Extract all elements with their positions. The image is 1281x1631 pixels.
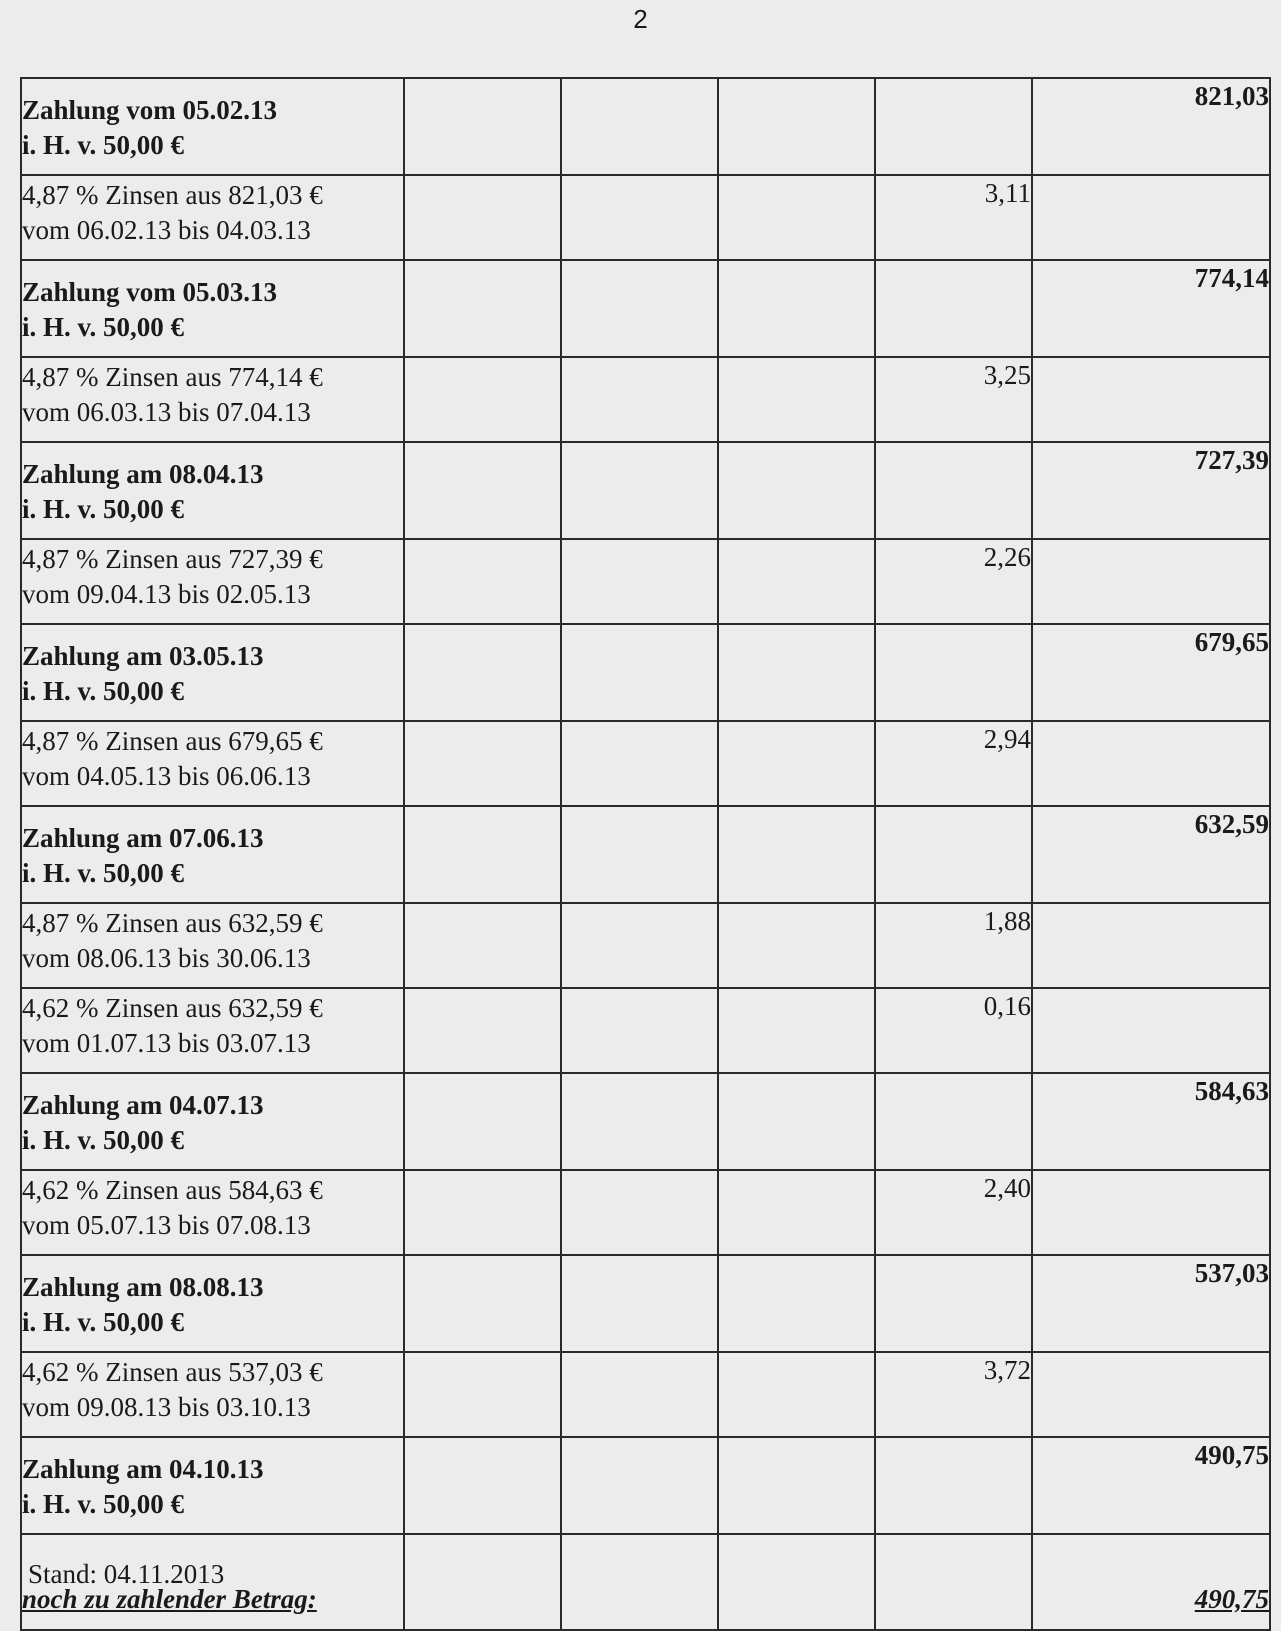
empty-cell xyxy=(561,1073,718,1170)
empty-cell xyxy=(404,1170,561,1255)
description-line1: 4,87 % Zinsen aus 632,59 € xyxy=(22,908,323,938)
balance-cell xyxy=(1032,903,1270,988)
interest-row xyxy=(21,988,1270,1073)
ledger-body xyxy=(21,78,1270,1630)
empty-cell xyxy=(875,1534,1032,1630)
empty-cell xyxy=(561,442,718,539)
payment-row xyxy=(21,1437,1270,1534)
description-cell xyxy=(21,1073,404,1170)
description-line1: Zahlung am 08.04.13 xyxy=(22,459,264,489)
description-line2: vom 08.06.13 bis 30.06.13 xyxy=(22,943,311,973)
balance-cell: 774,14 xyxy=(1032,260,1270,357)
description-line1: Zahlung am 07.06.13 xyxy=(22,823,264,853)
status-date: Stand: 04.11.2013 xyxy=(28,1559,225,1589)
payment-row xyxy=(21,1255,1270,1352)
description-line2: i. H. v. 50,00 € xyxy=(22,858,185,888)
interest-amount-cell xyxy=(875,442,1032,539)
empty-cell xyxy=(561,1255,718,1352)
empty-cell xyxy=(718,78,875,175)
description-cell xyxy=(21,721,404,806)
description-line1: 4,62 % Zinsen aus 584,63 € xyxy=(22,1175,323,1205)
empty-cell xyxy=(718,357,875,442)
empty-cell xyxy=(718,175,875,260)
description-cell xyxy=(21,260,404,357)
empty-cell xyxy=(404,903,561,988)
page-number: 2 xyxy=(633,4,648,34)
empty-cell xyxy=(404,260,561,357)
description-line1: 4,87 % Zinsen aus 821,03 € xyxy=(22,180,323,210)
interest-amount-cell xyxy=(875,1437,1032,1534)
balance-cell xyxy=(1032,721,1270,806)
interest-row xyxy=(21,903,1270,988)
interest-amount-cell: 1,88 xyxy=(875,903,1032,988)
interest-row xyxy=(21,175,1270,260)
empty-cell xyxy=(404,175,561,260)
description-line2: i. H. v. 50,00 € xyxy=(22,130,185,160)
description-line2: vom 09.04.13 bis 02.05.13 xyxy=(22,579,311,609)
empty-cell xyxy=(404,1534,561,1630)
interest-amount-cell xyxy=(875,806,1032,903)
empty-cell xyxy=(561,539,718,624)
description-cell xyxy=(21,903,404,988)
description-line1: 4,62 % Zinsen aus 632,59 € xyxy=(22,993,323,1023)
total-label: noch zu zahlender Betrag: xyxy=(21,1534,404,1630)
description-line1: 4,87 % Zinsen aus 774,14 € xyxy=(22,362,323,392)
empty-cell xyxy=(561,806,718,903)
balance-cell: 821,03 xyxy=(1032,78,1270,175)
empty-cell xyxy=(718,806,875,903)
empty-cell xyxy=(718,988,875,1073)
empty-cell xyxy=(718,539,875,624)
empty-cell xyxy=(561,78,718,175)
balance-cell: 679,65 xyxy=(1032,624,1270,721)
empty-cell xyxy=(404,806,561,903)
description-line1: Zahlung am 04.10.13 xyxy=(22,1454,264,1484)
payment-row xyxy=(21,442,1270,539)
description-line1: 4,62 % Zinsen aus 537,03 € xyxy=(22,1357,323,1387)
description-line2: vom 06.03.13 bis 07.04.13 xyxy=(22,397,311,427)
description-line1: Zahlung am 04.07.13 xyxy=(22,1090,264,1120)
interest-row xyxy=(21,539,1270,624)
description-line1: Zahlung vom 05.03.13 xyxy=(22,277,278,307)
description-cell xyxy=(21,1170,404,1255)
description-line2: vom 06.02.13 bis 04.03.13 xyxy=(22,215,311,245)
empty-cell xyxy=(718,624,875,721)
description-line2: vom 09.08.13 bis 03.10.13 xyxy=(22,1392,311,1422)
description-cell xyxy=(21,442,404,539)
description-cell xyxy=(21,988,404,1073)
empty-cell xyxy=(404,1073,561,1170)
payment-row xyxy=(21,1073,1270,1170)
interest-row xyxy=(21,1352,1270,1437)
description-cell xyxy=(21,78,404,175)
description-line2: vom 01.07.13 bis 03.07.13 xyxy=(22,1028,311,1058)
description-line2: i. H. v. 50,00 € xyxy=(22,676,185,706)
empty-cell xyxy=(561,903,718,988)
interest-amount-cell: 3,72 xyxy=(875,1352,1032,1437)
empty-cell xyxy=(718,1437,875,1534)
description-line2: vom 05.07.13 bis 07.08.13 xyxy=(22,1210,311,1240)
payment-row xyxy=(21,260,1270,357)
empty-cell xyxy=(404,442,561,539)
empty-cell xyxy=(561,260,718,357)
description-line2: i. H. v. 50,00 € xyxy=(22,494,185,524)
interest-amount-cell xyxy=(875,260,1032,357)
description-cell xyxy=(21,624,404,721)
description-cell xyxy=(21,539,404,624)
interest-ledger-table xyxy=(20,77,1271,1631)
description-line1: 4,87 % Zinsen aus 727,39 € xyxy=(22,544,323,574)
interest-amount-cell: 3,11 xyxy=(875,175,1032,260)
empty-cell xyxy=(718,260,875,357)
empty-cell xyxy=(718,1352,875,1437)
empty-cell xyxy=(404,78,561,175)
balance-cell xyxy=(1032,988,1270,1073)
empty-cell xyxy=(404,624,561,721)
empty-cell xyxy=(404,1437,561,1534)
balance-cell xyxy=(1032,539,1270,624)
empty-cell xyxy=(561,624,718,721)
empty-cell xyxy=(404,988,561,1073)
empty-cell xyxy=(718,1534,875,1630)
balance-cell: 490,75 xyxy=(1032,1437,1270,1534)
interest-amount-cell: 0,16 xyxy=(875,988,1032,1073)
empty-cell xyxy=(404,1352,561,1437)
interest-row xyxy=(21,1170,1270,1255)
balance-cell: 584,63 xyxy=(1032,1073,1270,1170)
description-line1: Zahlung am 08.08.13 xyxy=(22,1272,264,1302)
description-line2: vom 04.05.13 bis 06.06.13 xyxy=(22,761,311,791)
empty-cell xyxy=(718,442,875,539)
balance-cell: 632,59 xyxy=(1032,806,1270,903)
empty-cell xyxy=(561,1437,718,1534)
description-cell xyxy=(21,175,404,260)
empty-cell xyxy=(404,357,561,442)
balance-cell xyxy=(1032,175,1270,260)
interest-amount-cell: 2,94 xyxy=(875,721,1032,806)
empty-cell xyxy=(718,1170,875,1255)
empty-cell xyxy=(404,1255,561,1352)
empty-cell xyxy=(561,721,718,806)
description-line1: 4,87 % Zinsen aus 679,65 € xyxy=(22,726,323,756)
interest-amount-cell xyxy=(875,1255,1032,1352)
description-line1: Zahlung am 03.05.13 xyxy=(22,641,264,671)
description-line2: i. H. v. 50,00 € xyxy=(22,1489,185,1519)
empty-cell xyxy=(561,1352,718,1437)
empty-cell xyxy=(404,721,561,806)
interest-amount-cell: 2,26 xyxy=(875,539,1032,624)
interest-amount-cell xyxy=(875,78,1032,175)
payment-row xyxy=(21,78,1270,175)
balance-cell xyxy=(1032,357,1270,442)
empty-cell xyxy=(718,1073,875,1170)
interest-amount-cell xyxy=(875,1073,1032,1170)
balance-cell: 537,03 xyxy=(1032,1255,1270,1352)
empty-cell xyxy=(404,539,561,624)
description-cell xyxy=(21,1437,404,1534)
empty-cell xyxy=(718,721,875,806)
description-cell xyxy=(21,357,404,442)
balance-cell: 727,39 xyxy=(1032,442,1270,539)
interest-row xyxy=(21,721,1270,806)
description-line2: i. H. v. 50,00 € xyxy=(22,312,185,342)
description-line2: i. H. v. 50,00 € xyxy=(22,1307,185,1337)
balance-cell xyxy=(1032,1352,1270,1437)
description-line1: Zahlung vom 05.02.13 xyxy=(22,95,278,125)
description-line2: i. H. v. 50,00 € xyxy=(22,1125,185,1155)
balance-cell xyxy=(1032,1170,1270,1255)
description-cell xyxy=(21,1255,404,1352)
interest-row xyxy=(21,357,1270,442)
description-cell xyxy=(21,1352,404,1437)
empty-cell xyxy=(561,988,718,1073)
description-cell xyxy=(21,806,404,903)
interest-amount-cell xyxy=(875,624,1032,721)
empty-cell xyxy=(561,175,718,260)
interest-amount-cell: 3,25 xyxy=(875,357,1032,442)
empty-cell xyxy=(718,1255,875,1352)
empty-cell xyxy=(561,1170,718,1255)
empty-cell xyxy=(718,903,875,988)
payment-row xyxy=(21,624,1270,721)
interest-amount-cell: 2,40 xyxy=(875,1170,1032,1255)
payment-row xyxy=(21,806,1270,903)
empty-cell xyxy=(561,357,718,442)
empty-cell xyxy=(561,1534,718,1630)
total-amount: 490,75 xyxy=(1032,1534,1270,1630)
